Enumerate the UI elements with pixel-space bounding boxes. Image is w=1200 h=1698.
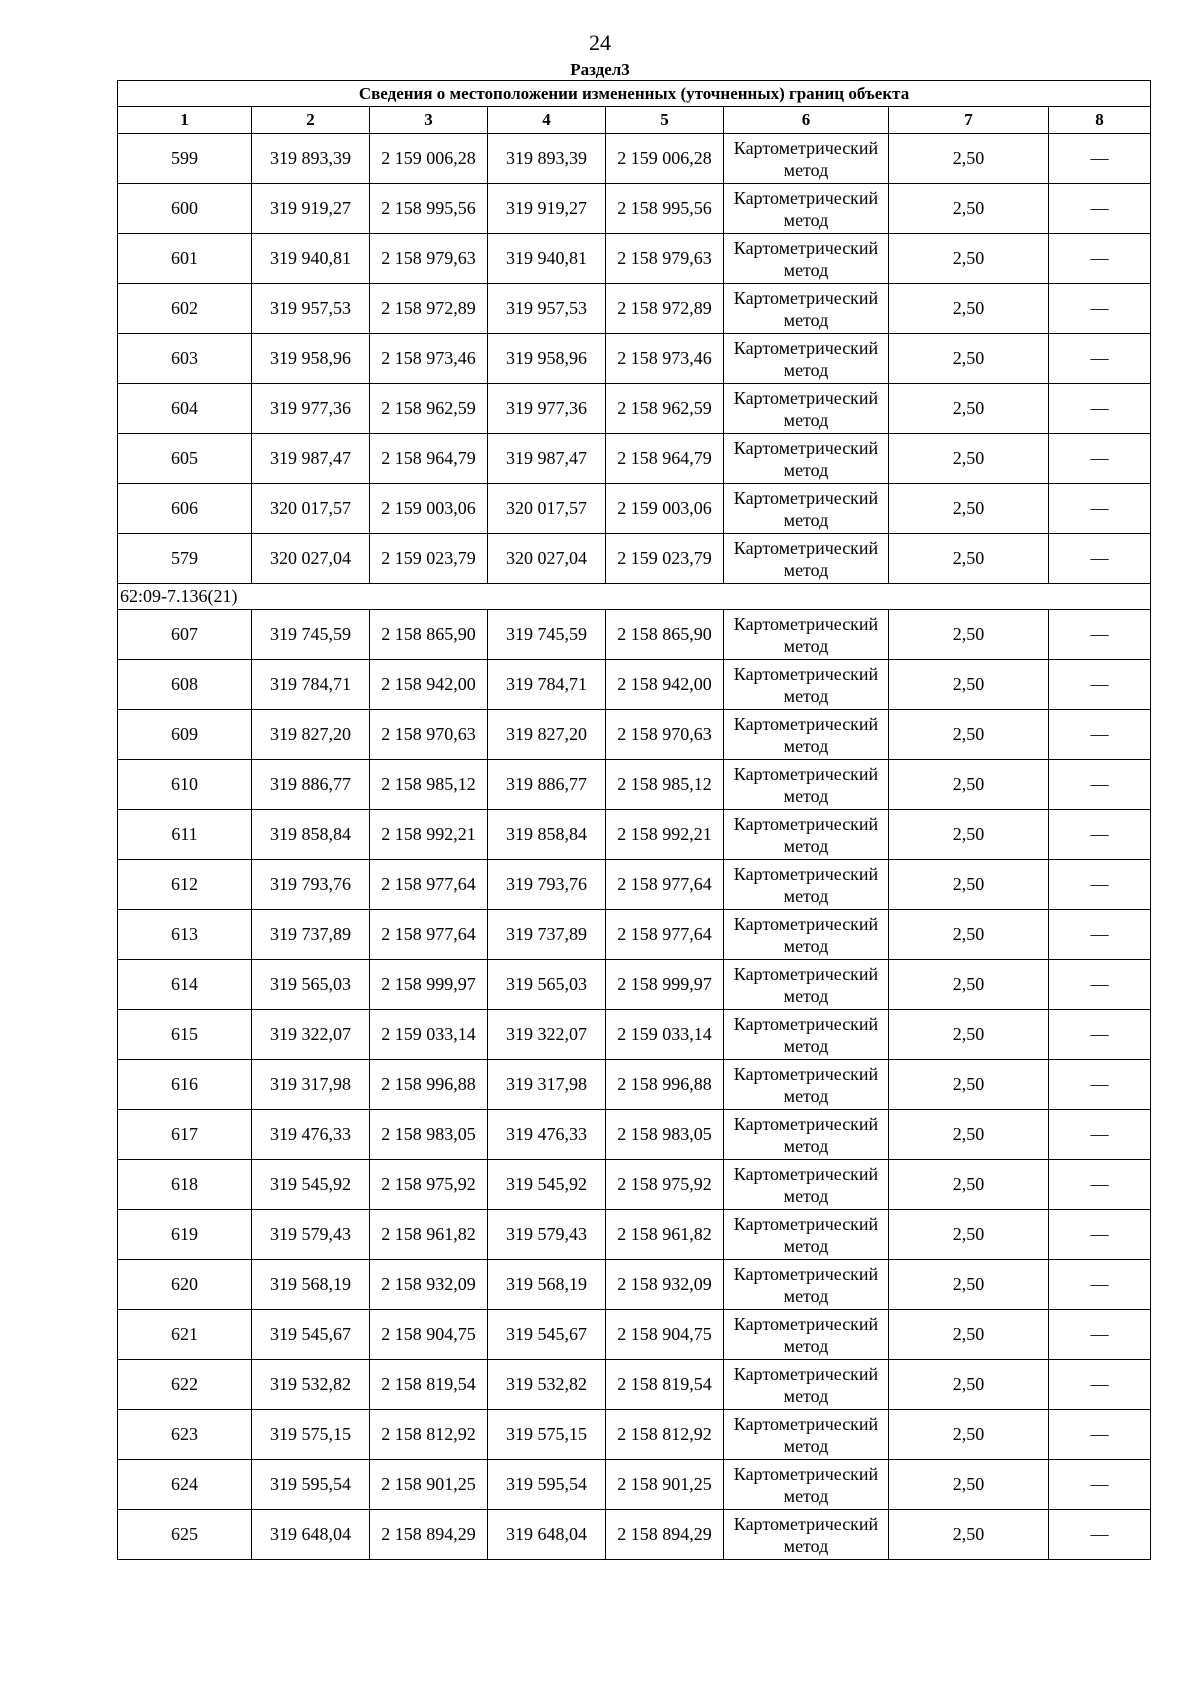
table-row	[118, 860, 1151, 910]
y-new-cell: 2 158 979,63	[606, 234, 724, 284]
x-old-cell: 319 545,92	[252, 1160, 370, 1210]
x-new-cell: 319 919,27	[488, 184, 606, 234]
y-old-cell: 2 158 979,63	[370, 234, 488, 284]
method-cell: Картометрический метод	[724, 1310, 889, 1360]
y-new-cell: 2 158 977,64	[606, 860, 724, 910]
group2-header	[118, 584, 1151, 610]
precision-cell: 2,50	[889, 1210, 1049, 1260]
point-id-cell: 612	[118, 860, 252, 910]
precision-cell: 2,50	[889, 334, 1049, 384]
table-row	[118, 484, 1151, 534]
description-cell: —	[1049, 1510, 1151, 1560]
method-cell: Картометрический метод	[724, 384, 889, 434]
point-id-cell: 621	[118, 1310, 252, 1360]
description-cell: —	[1049, 1260, 1151, 1310]
y-new-cell: 2 159 006,28	[606, 134, 724, 184]
table-row	[118, 960, 1151, 1010]
method-cell: Картометрический метод	[724, 484, 889, 534]
y-old-cell: 2 158 970,63	[370, 710, 488, 760]
method-cell: Картометрический метод	[724, 660, 889, 710]
precision-cell: 2,50	[889, 710, 1049, 760]
precision-cell: 2,50	[889, 234, 1049, 284]
column-number: 6	[724, 107, 889, 134]
point-id-cell: 623	[118, 1410, 252, 1460]
x-old-cell: 319 940,81	[252, 234, 370, 284]
y-new-cell: 2 158 999,97	[606, 960, 724, 1010]
description-cell: —	[1049, 660, 1151, 710]
x-old-cell: 319 579,43	[252, 1210, 370, 1260]
precision-cell: 2,50	[889, 910, 1049, 960]
point-id-cell: 599	[118, 134, 252, 184]
method-cell: Картометрический метод	[724, 1260, 889, 1310]
y-new-cell: 2 159 003,06	[606, 484, 724, 534]
x-new-cell: 319 575,15	[488, 1410, 606, 1460]
method-cell: Картометрический метод	[724, 334, 889, 384]
y-old-cell: 2 158 995,56	[370, 184, 488, 234]
description-cell: —	[1049, 710, 1151, 760]
method-cell: Картометрический метод	[724, 760, 889, 810]
description-cell: —	[1049, 910, 1151, 960]
precision-cell: 2,50	[889, 434, 1049, 484]
x-old-cell: 319 648,04	[252, 1510, 370, 1560]
description-cell: —	[1049, 334, 1151, 384]
section-title: Раздел3	[570, 60, 630, 79]
column-number: 2	[252, 107, 370, 134]
y-new-cell: 2 158 983,05	[606, 1110, 724, 1160]
y-old-cell: 2 158 992,21	[370, 810, 488, 860]
y-old-cell: 2 158 996,88	[370, 1060, 488, 1110]
y-new-cell: 2 158 812,92	[606, 1410, 724, 1460]
point-id-cell: 601	[118, 234, 252, 284]
point-id-cell: 614	[118, 960, 252, 1010]
description-cell: —	[1049, 760, 1151, 810]
precision-cell: 2,50	[889, 1060, 1049, 1110]
column-number: 5	[606, 107, 724, 134]
method-cell: Картометрический метод	[724, 534, 889, 584]
x-new-cell: 319 568,19	[488, 1260, 606, 1310]
column-number: 3	[370, 107, 488, 134]
table-row	[118, 184, 1151, 234]
y-old-cell: 2 158 812,92	[370, 1410, 488, 1460]
point-id-cell: 604	[118, 384, 252, 434]
method-cell: Картометрический метод	[724, 1410, 889, 1460]
y-new-cell: 2 158 975,92	[606, 1160, 724, 1210]
point-id-cell: 603	[118, 334, 252, 384]
description-cell: —	[1049, 810, 1151, 860]
precision-cell: 2,50	[889, 384, 1049, 434]
precision-cell: 2,50	[889, 184, 1049, 234]
method-cell: Картометрический метод	[724, 1160, 889, 1210]
x-new-cell: 319 317,98	[488, 1060, 606, 1110]
x-new-cell: 319 784,71	[488, 660, 606, 710]
point-id-cell: 625	[118, 1510, 252, 1560]
precision-cell: 2,50	[889, 860, 1049, 910]
table-row	[118, 384, 1151, 434]
x-new-cell: 319 793,76	[488, 860, 606, 910]
table-row	[118, 1260, 1151, 1310]
column-number: 7	[889, 107, 1049, 134]
description-cell: —	[1049, 1160, 1151, 1210]
point-id-cell: 605	[118, 434, 252, 484]
precision-cell: 2,50	[889, 660, 1049, 710]
x-old-cell: 319 958,96	[252, 334, 370, 384]
x-old-cell: 319 476,33	[252, 1110, 370, 1160]
x-new-cell: 319 545,92	[488, 1160, 606, 1210]
x-old-cell: 319 784,71	[252, 660, 370, 710]
y-old-cell: 2 158 932,09	[370, 1260, 488, 1310]
table-row	[118, 810, 1151, 860]
column-number-row	[118, 107, 1151, 134]
point-id-cell: 617	[118, 1110, 252, 1160]
y-old-cell: 2 158 819,54	[370, 1360, 488, 1410]
x-new-cell: 319 977,36	[488, 384, 606, 434]
x-old-cell: 319 745,59	[252, 610, 370, 660]
precision-cell: 2,50	[889, 1010, 1049, 1060]
point-id-cell: 611	[118, 810, 252, 860]
x-new-cell: 319 958,96	[488, 334, 606, 384]
y-new-cell: 2 158 962,59	[606, 384, 724, 434]
x-new-cell: 319 858,84	[488, 810, 606, 860]
x-old-cell: 319 545,67	[252, 1310, 370, 1360]
point-id-cell: 579	[118, 534, 252, 584]
x-new-cell: 319 595,54	[488, 1460, 606, 1510]
precision-cell: 2,50	[889, 1160, 1049, 1210]
y-new-cell: 2 158 904,75	[606, 1310, 724, 1360]
table-row	[118, 134, 1151, 184]
y-old-cell: 2 158 961,82	[370, 1210, 488, 1260]
group-label: 62:09-7.136(21)	[118, 584, 1151, 610]
method-cell: Картометрический метод	[724, 434, 889, 484]
y-old-cell: 2 158 983,05	[370, 1110, 488, 1160]
point-id-cell: 608	[118, 660, 252, 710]
precision-cell: 2,50	[889, 1260, 1049, 1310]
point-id-cell: 613	[118, 910, 252, 960]
y-new-cell: 2 158 977,64	[606, 910, 724, 960]
description-cell: —	[1049, 1410, 1151, 1460]
table-row	[118, 1360, 1151, 1410]
method-cell: Картометрический метод	[724, 860, 889, 910]
table-row	[118, 660, 1151, 710]
method-cell: Картометрический метод	[724, 284, 889, 334]
precision-cell: 2,50	[889, 610, 1049, 660]
point-id-cell: 619	[118, 1210, 252, 1260]
y-old-cell: 2 158 973,46	[370, 334, 488, 384]
x-old-cell: 319 565,03	[252, 960, 370, 1010]
table-row	[118, 234, 1151, 284]
precision-cell: 2,50	[889, 1510, 1049, 1560]
y-old-cell: 2 158 972,89	[370, 284, 488, 334]
table-row	[118, 760, 1151, 810]
table-row	[118, 334, 1151, 384]
point-id-cell: 618	[118, 1160, 252, 1210]
y-new-cell: 2 158 972,89	[606, 284, 724, 334]
point-id-cell: 620	[118, 1260, 252, 1310]
description-cell: —	[1049, 610, 1151, 660]
x-old-cell: 319 575,15	[252, 1410, 370, 1460]
point-id-cell: 616	[118, 1060, 252, 1110]
method-cell: Картометрический метод	[724, 810, 889, 860]
point-id-cell: 600	[118, 184, 252, 234]
y-old-cell: 2 158 985,12	[370, 760, 488, 810]
point-id-cell: 610	[118, 760, 252, 810]
y-old-cell: 2 158 975,92	[370, 1160, 488, 1210]
y-new-cell: 2 158 985,12	[606, 760, 724, 810]
precision-cell: 2,50	[889, 760, 1049, 810]
description-cell: —	[1049, 384, 1151, 434]
description-cell: —	[1049, 284, 1151, 334]
column-number: 4	[488, 107, 606, 134]
precision-cell: 2,50	[889, 1360, 1049, 1410]
description-cell: —	[1049, 1110, 1151, 1160]
precision-cell: 2,50	[889, 1460, 1049, 1510]
x-new-cell: 319 827,20	[488, 710, 606, 760]
table-row	[118, 910, 1151, 960]
table-row	[118, 1210, 1151, 1260]
x-old-cell: 320 027,04	[252, 534, 370, 584]
table-row	[118, 1010, 1151, 1060]
y-new-cell: 2 158 942,00	[606, 660, 724, 710]
precision-cell: 2,50	[889, 534, 1049, 584]
x-old-cell: 319 987,47	[252, 434, 370, 484]
table-row	[118, 1510, 1151, 1560]
y-old-cell: 2 158 904,75	[370, 1310, 488, 1360]
x-new-cell: 320 017,57	[488, 484, 606, 534]
y-new-cell: 2 158 995,56	[606, 184, 724, 234]
table-row	[118, 1060, 1151, 1110]
method-cell: Картометрический метод	[724, 234, 889, 284]
y-new-cell: 2 158 901,25	[606, 1460, 724, 1510]
point-id-cell: 606	[118, 484, 252, 534]
precision-cell: 2,50	[889, 284, 1049, 334]
description-cell: —	[1049, 1060, 1151, 1110]
precision-cell: 2,50	[889, 1310, 1049, 1360]
method-cell: Картометрический метод	[724, 1060, 889, 1110]
x-new-cell: 319 745,59	[488, 610, 606, 660]
y-new-cell: 2 158 996,88	[606, 1060, 724, 1110]
coordinates-table	[117, 80, 1151, 1560]
description-cell: —	[1049, 860, 1151, 910]
x-new-cell: 319 940,81	[488, 234, 606, 284]
y-new-cell: 2 159 023,79	[606, 534, 724, 584]
x-old-cell: 319 595,54	[252, 1460, 370, 1510]
y-old-cell: 2 158 999,97	[370, 960, 488, 1010]
x-old-cell: 319 893,39	[252, 134, 370, 184]
y-old-cell: 2 158 977,64	[370, 910, 488, 960]
x-old-cell: 319 317,98	[252, 1060, 370, 1110]
description-cell: —	[1049, 434, 1151, 484]
point-id-cell: 615	[118, 1010, 252, 1060]
y-old-cell: 2 158 894,29	[370, 1510, 488, 1560]
method-cell: Картометрический метод	[724, 910, 889, 960]
y-new-cell: 2 158 865,90	[606, 610, 724, 660]
method-cell: Картометрический метод	[724, 1110, 889, 1160]
point-id-cell: 622	[118, 1360, 252, 1410]
table-caption: Сведения о местоположении измененных (уточненных) границ объекта	[118, 81, 1151, 107]
precision-cell: 2,50	[889, 1410, 1049, 1460]
y-old-cell: 2 158 865,90	[370, 610, 488, 660]
y-new-cell: 2 158 964,79	[606, 434, 724, 484]
x-new-cell: 319 579,43	[488, 1210, 606, 1260]
description-cell: —	[1049, 184, 1151, 234]
y-old-cell: 2 158 964,79	[370, 434, 488, 484]
x-new-cell: 319 886,77	[488, 760, 606, 810]
column-number: 8	[1049, 107, 1151, 134]
method-cell: Картометрический метод	[724, 1010, 889, 1060]
x-new-cell: 319 893,39	[488, 134, 606, 184]
table-row	[118, 1160, 1151, 1210]
x-old-cell: 319 957,53	[252, 284, 370, 334]
y-new-cell: 2 158 992,21	[606, 810, 724, 860]
description-cell: —	[1049, 534, 1151, 584]
y-old-cell: 2 158 962,59	[370, 384, 488, 434]
table-row	[118, 710, 1151, 760]
y-old-cell: 2 159 033,14	[370, 1010, 488, 1060]
method-cell: Картометрический метод	[724, 710, 889, 760]
x-old-cell: 319 568,19	[252, 1260, 370, 1310]
x-old-cell: 320 017,57	[252, 484, 370, 534]
method-cell: Картометрический метод	[724, 1360, 889, 1410]
description-cell: —	[1049, 234, 1151, 284]
description-cell: —	[1049, 1210, 1151, 1260]
description-cell: —	[1049, 1010, 1151, 1060]
description-cell: —	[1049, 1360, 1151, 1410]
y-old-cell: 2 159 003,06	[370, 484, 488, 534]
y-old-cell: 2 158 977,64	[370, 860, 488, 910]
description-cell: —	[1049, 484, 1151, 534]
x-new-cell: 320 027,04	[488, 534, 606, 584]
x-old-cell: 319 919,27	[252, 184, 370, 234]
table-row	[118, 284, 1151, 334]
x-old-cell: 319 532,82	[252, 1360, 370, 1410]
description-cell: —	[1049, 1310, 1151, 1360]
method-cell: Картометрический метод	[724, 960, 889, 1010]
table-row	[118, 1460, 1151, 1510]
y-old-cell: 2 158 942,00	[370, 660, 488, 710]
table-row	[118, 610, 1151, 660]
method-cell: Картометрический метод	[724, 1460, 889, 1510]
description-cell: —	[1049, 134, 1151, 184]
precision-cell: 2,50	[889, 134, 1049, 184]
method-cell: Картометрический метод	[724, 1510, 889, 1560]
method-cell: Картометрический метод	[724, 610, 889, 660]
x-new-cell: 319 532,82	[488, 1360, 606, 1410]
table-row	[118, 434, 1151, 484]
x-old-cell: 319 886,77	[252, 760, 370, 810]
precision-cell: 2,50	[889, 810, 1049, 860]
y-old-cell: 2 159 023,79	[370, 534, 488, 584]
table-row	[118, 1110, 1151, 1160]
y-old-cell: 2 158 901,25	[370, 1460, 488, 1510]
x-new-cell: 319 322,07	[488, 1010, 606, 1060]
point-id-cell: 607	[118, 610, 252, 660]
x-old-cell: 319 793,76	[252, 860, 370, 910]
x-new-cell: 319 957,53	[488, 284, 606, 334]
point-id-cell: 624	[118, 1460, 252, 1510]
description-cell: —	[1049, 1460, 1151, 1510]
description-cell: —	[1049, 960, 1151, 1010]
precision-cell: 2,50	[889, 960, 1049, 1010]
y-new-cell: 2 159 033,14	[606, 1010, 724, 1060]
precision-cell: 2,50	[889, 1110, 1049, 1160]
x-old-cell: 319 977,36	[252, 384, 370, 434]
y-new-cell: 2 158 973,46	[606, 334, 724, 384]
x-old-cell: 319 322,07	[252, 1010, 370, 1060]
point-id-cell: 602	[118, 284, 252, 334]
x-old-cell: 319 858,84	[252, 810, 370, 860]
table-row	[118, 1410, 1151, 1460]
x-new-cell: 319 987,47	[488, 434, 606, 484]
x-new-cell: 319 737,89	[488, 910, 606, 960]
x-new-cell: 319 545,67	[488, 1310, 606, 1360]
y-new-cell: 2 158 932,09	[606, 1260, 724, 1310]
x-old-cell: 319 827,20	[252, 710, 370, 760]
column-number: 1	[118, 107, 252, 134]
y-new-cell: 2 158 894,29	[606, 1510, 724, 1560]
table-row	[118, 534, 1151, 584]
table-row	[118, 1310, 1151, 1360]
method-cell: Картометрический метод	[724, 134, 889, 184]
y-old-cell: 2 159 006,28	[370, 134, 488, 184]
group2-body	[118, 610, 1151, 1560]
method-cell: Картометрический метод	[724, 1210, 889, 1260]
y-new-cell: 2 158 970,63	[606, 710, 724, 760]
x-new-cell: 319 476,33	[488, 1110, 606, 1160]
x-old-cell: 319 737,89	[252, 910, 370, 960]
point-id-cell: 609	[118, 710, 252, 760]
group1-body	[118, 134, 1151, 584]
page-number: 24	[589, 30, 611, 55]
method-cell: Картометрический метод	[724, 184, 889, 234]
y-new-cell: 2 158 819,54	[606, 1360, 724, 1410]
x-new-cell: 319 648,04	[488, 1510, 606, 1560]
x-new-cell: 319 565,03	[488, 960, 606, 1010]
precision-cell: 2,50	[889, 484, 1049, 534]
y-new-cell: 2 158 961,82	[606, 1210, 724, 1260]
